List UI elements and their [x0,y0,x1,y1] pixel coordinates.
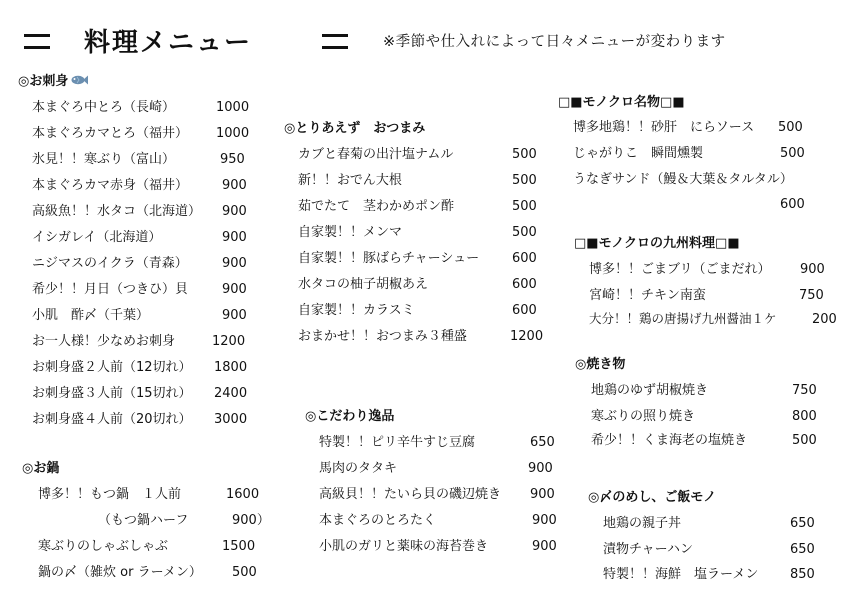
list-item: 小肌のガリと薬味の海苔巻き [319,539,489,554]
list-item: 博多地鶏！！砂肝 にらソース [573,120,755,135]
item-price: 900 [222,308,247,323]
item-price: 800 [792,409,817,424]
item-price: 1500 [222,539,256,554]
item-price: 1000 [216,126,250,141]
list-item: 自家製！！カラスミ [298,303,415,318]
list-item: カブと春菊の出汁塩ナムル [298,147,454,162]
list-item: 特製！！海鮮 塩ラーメン [603,567,759,582]
list-item: ニジマスのイクラ（青森） [32,256,188,271]
list-item: 高級貝！！たいら貝の磯辺焼き [319,487,502,502]
item-price: 900 [222,282,247,297]
list-item: 本まぐろカマ赤身（福井） [32,178,189,193]
list-item: お刺身盛４人前（20切れ） [32,412,192,427]
item-price: 500 [512,173,537,188]
list-item: 氷見！！寒ぶり（富山） [32,152,176,167]
list-item: お刺身盛３人前（15切れ） [32,386,192,401]
item-price: 1800 [214,360,248,375]
item-price: 500 [512,225,537,240]
item-price: 900 [528,461,553,476]
title-bar-right-top [322,34,348,37]
item-price: 500 [512,199,537,214]
item-price: 500 [232,565,257,580]
list-item: 特製！！ピリ辛牛すじ豆腐 [319,435,476,450]
kyushu-heading: □■モノクロの九州料理□■ [574,236,740,251]
item-price: 900） [232,513,270,528]
list-item: 希少！！くま海老の塩焼き [591,433,748,448]
list-item: 本まぐろカマとろ（福井） [32,126,189,141]
kodawari-heading: ◎こだわり逸品 [305,409,395,424]
item-price: 500 [778,120,803,135]
list-item: 大分！！鶏の唐揚げ九州醤油１ケ [589,311,777,326]
monokuro-heading: □■モノクロ名物□■ [558,95,685,110]
shime-heading: ◎〆のめし、ご飯モノ [588,490,717,505]
list-item: 寒ぶりのしゃぶしゃぶ [38,539,169,554]
fish-icon [70,74,88,89]
yakimono-heading: ◎焼き物 [575,357,626,372]
title-bar-right-bottom [322,46,348,49]
item-price: 750 [799,288,824,303]
item-price: 600 [512,303,537,318]
list-item: （もつ鍋ハーフ [98,513,189,528]
item-price: 850 [790,567,815,582]
item-price: 2400 [214,386,248,401]
list-item: 希少！！月日（つきひ）貝 [32,282,189,297]
list-item: 宮崎！！チキン南蛮 [589,288,706,303]
page-title: 料理メニュー [84,28,253,58]
item-price: 900 [222,256,247,271]
item-price: 900 [532,539,557,554]
list-item: うなぎサンド（鰻＆大葉＆タルタル） [573,172,793,187]
list-item: 新！！おでん大根 [298,173,402,188]
item-price: 900 [800,262,825,277]
nabe-heading: ◎お鍋 [22,461,60,476]
list-item: おまかせ！！おつまみ３種盛 [298,329,467,344]
title-bar-left-top [24,34,50,37]
list-item: 馬肉のタタキ [319,461,398,476]
item-price: 900 [532,513,557,528]
list-item: 高級魚！！水タコ（北海道） [32,204,202,219]
list-item: 本まぐろのとろたく [319,513,437,528]
item-price: 1200 [510,329,544,344]
list-item: 寒ぶりの照り焼き [591,409,696,424]
item-price: 900 [222,178,247,193]
sashimi-heading [18,74,88,89]
item-price: 500 [512,147,537,162]
item-price: 650 [790,542,815,557]
item-price: 900 [222,230,247,245]
item-price: 650 [530,435,555,450]
item-price: 650 [790,516,815,531]
title-bar-left-bottom [24,46,50,49]
list-item: 地鶏のゆず胡椒焼き [591,383,709,398]
list-item: 自家製！！メンマ [298,225,403,240]
list-item: 水タコの柚子胡椒あえ [298,277,429,292]
item-price: 200 [812,312,837,327]
list-item: お一人様！少なめお刺身 [32,334,176,349]
list-item: 博多！！ごまブリ（ごまだれ） [589,262,771,277]
item-price: 1600 [226,487,260,502]
list-item: じゃがりこ 瞬間燻製 [573,146,704,161]
item-price: 1000 [216,100,250,115]
item-price: 1200 [212,334,246,349]
item-price: 600 [780,197,805,212]
item-price: 600 [512,277,537,292]
list-item: 本まぐろ中とろ（長崎） [32,100,176,115]
list-item: 地鶏の親子丼 [603,516,682,531]
item-price: 900 [222,204,247,219]
otsumami-heading: ◎とりあえず おつまみ [284,121,426,136]
item-price: 900 [530,487,555,502]
item-price: 750 [792,383,817,398]
sashimi-heading-label: ◎お刺身 [18,74,69,89]
list-item: イシガレイ（北海道） [32,230,162,245]
item-price: 950 [220,152,245,167]
item-price: 600 [512,251,537,266]
list-item: 鍋の〆（雑炊 or ラーメン） [38,565,202,580]
seasonal-note: ※季節や仕入れによって日々メニューが変わります [383,34,726,50]
list-item: お刺身盛２人前（12切れ） [32,360,192,375]
list-item: 小肌 酢〆（千葉） [32,308,150,323]
item-price: 500 [792,433,817,448]
list-item: 漬物チャーハン [603,542,693,557]
list-item: 博多！！もつ鍋 １人前 [38,487,182,502]
item-price: 3000 [214,412,248,427]
list-item: 自家製！！豚ばらチャーシュー [298,251,480,266]
list-item: 茹でたて 茎わかめポン酢 [298,199,455,214]
item-price: 500 [780,146,805,161]
